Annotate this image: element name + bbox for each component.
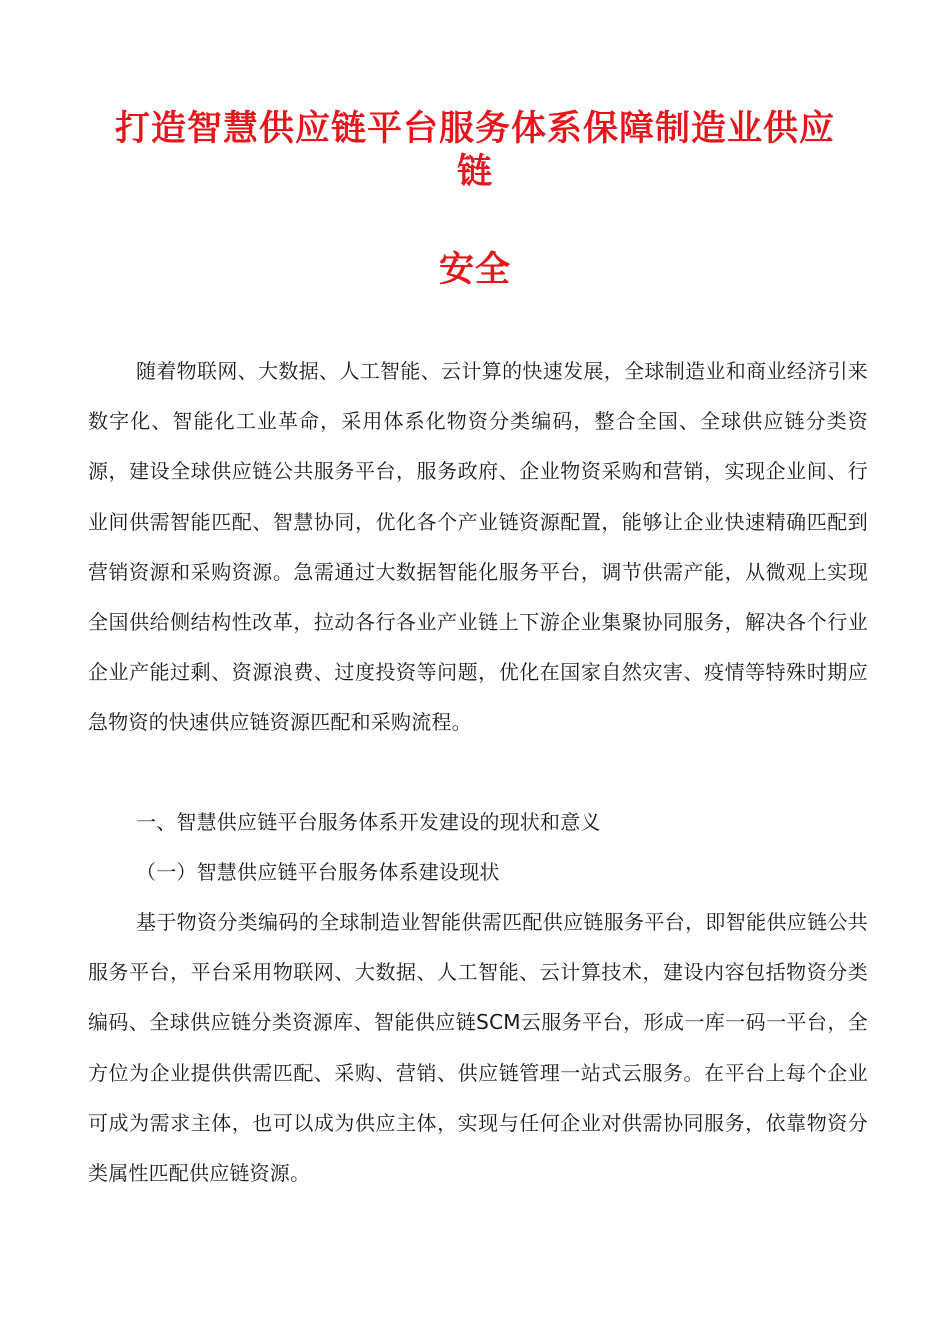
section-heading-1: 一、智慧供应链平台服务体系开发建设的现状和意义 bbox=[136, 810, 601, 834]
document-title-line1: 打造智慧供应链平台服务体系保障制造业供应 bbox=[114, 109, 835, 149]
document-title-line3: 安全 bbox=[438, 250, 511, 290]
section-heading-1-1: （一）智慧供应链平台服务体系建设现状 bbox=[136, 860, 500, 884]
intro-paragraph: 随着物联网、大数据、人工智能、云计算的快速发展，全球制造业和商业经济引来数字化、智能化工业革命，采用体系化物资分类编码，整合全国、全球供应链分类资源，建设全球供应链公共服务平台，服务政府、企业物资采购和营销，实现企业间、行业间供需智能匹配、智慧协同，优化各个产业链资源配置，能够让企业快速精确匹配到营销资源和采购资源。急需通过大数据智能化服务平台，调节供需产能，从微观上实现全国供给侧结构性改革，拉动各行各业产业链上下游企业集聚协同服务，解决各个行业企业产能过剩、资源浪费、过度投资等问题，优化在国家自然灾害、疫情等特殊时期应急物资的快速供应链资源匹配和采购流程。 bbox=[88, 359, 868, 735]
section-paragraph: 基于物资分类编码的全球制造业智能供需匹配供应链服务平台，即智能供应链公共服务平台，平台采用物联网、大数据、人工智能、云计算技术，建设内容包括物资分类编码、全球供应链分类资源库、智能供应链SCM云服务平台，形成一库一码一平台，全方位为企业提供供需匹配、采购、营销、供应链管理一站式云服务。在平台上每个企业可成为需求主体，也可以成为供应主体，实现与任何企业对供需协同服务，依靠物资分类属性匹配供应链资源。 bbox=[88, 910, 868, 1186]
document-title-line2: 链 bbox=[456, 152, 493, 192]
